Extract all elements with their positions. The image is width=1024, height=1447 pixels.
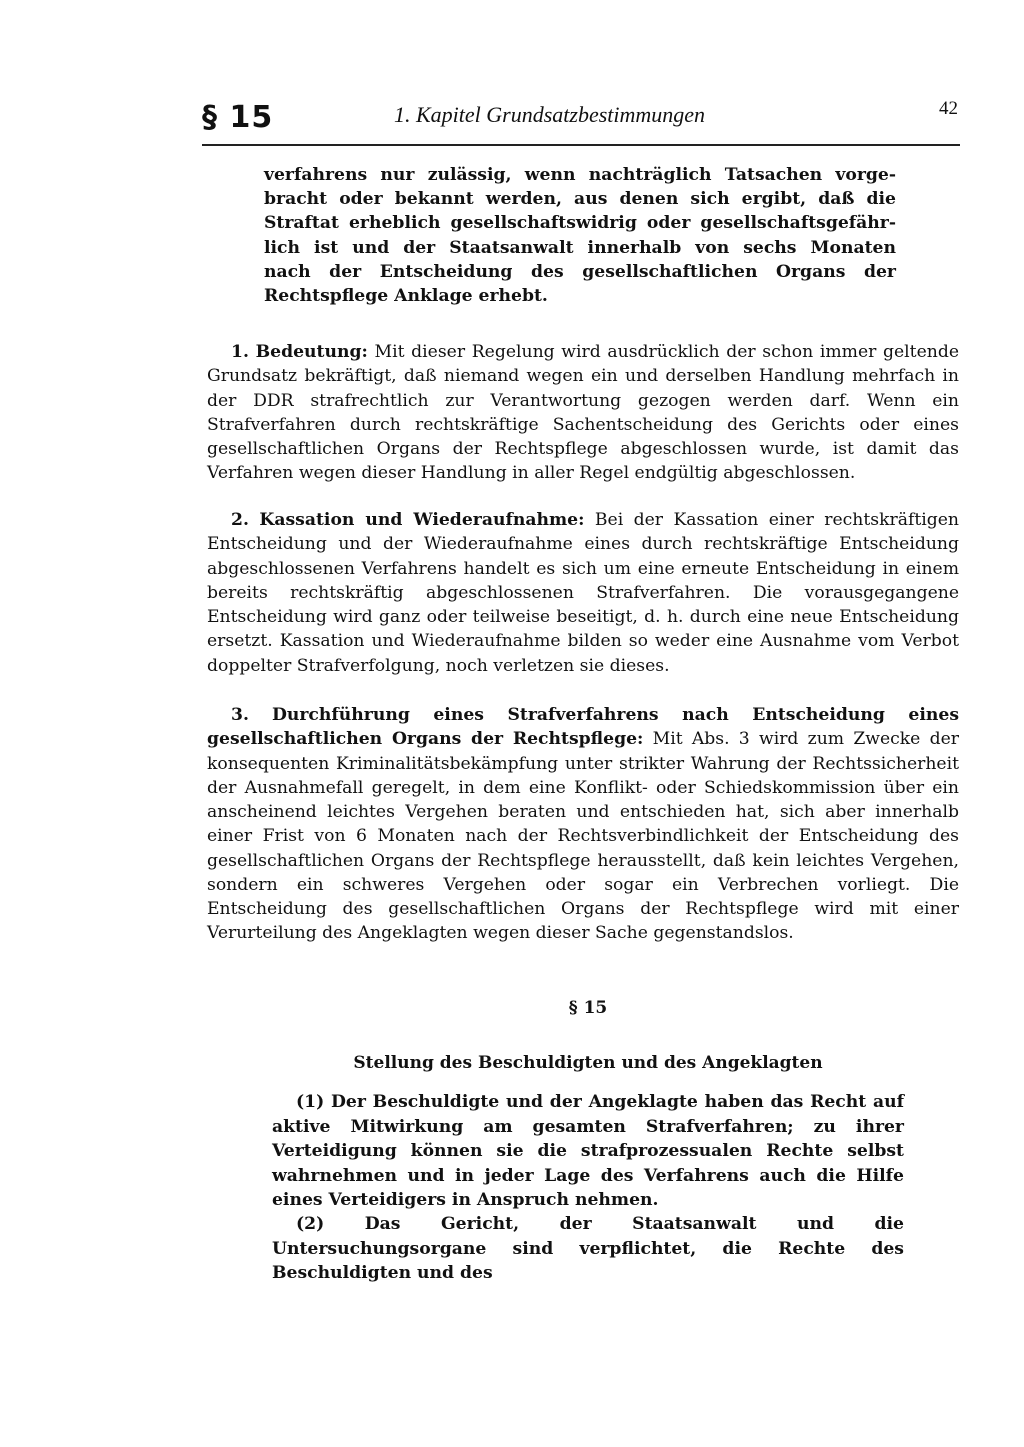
note-term: Kassation und Wiederaufnahme: — [259, 510, 585, 530]
note-number: 3. — [231, 705, 249, 725]
header-chapter-title: 1. Kapitel Grundsatzbestimmungen — [394, 102, 706, 127]
commentary-note — [207, 340, 959, 486]
section-heading: Stellung des Beschuldigten und des Angeklagten — [353, 1053, 823, 1073]
law-text-line: lich ist und der Staatsanwalt innerhalb von sechs Monaten — [264, 237, 896, 258]
law-text-line: Straftat erheblich gesellschaftswidrig oder gesellschaftsgefähr- — [264, 213, 896, 234]
header-section-number: § 15 — [202, 100, 274, 135]
note-number: 1. — [231, 342, 249, 362]
commentary-note — [207, 703, 959, 946]
law-text-line: Rechtspflege Anklage erhebt. — [264, 286, 548, 307]
note-term: Bedeutung: — [255, 342, 368, 362]
section-number: § 15 — [568, 998, 608, 1018]
note-text: Mit Abs. 3 wird zum Zwecke der konsequenten Kriminalitätsbekämpfung unter strikter Wahrung der Rechtssicherheit der Ausnahmefall geregelt, in dem eine Konflikt- oder Schiedskommission über ein anscheinend leichtes Vergehen beraten und entschieden hat, sich aber innerhalb einer Frist von 6 Monaten nach der Rechtsverbindlichkeit der Entscheidung des gesellschaftlichen Organs der Rechtspflege herausstellt, daß kein leichtes Vergehen, sondern ein schweres Vergehen oder sogar ein Verbrechen vorliegt. Die Entscheidung des gesellschaftlichen Organs der Rechtspflege wird mit einer Verurteilung des Angeklagten wegen dieser Sache gegenstandslos. — [207, 729, 959, 944]
note-number: 2. — [231, 510, 249, 530]
commentary-note — [207, 508, 959, 678]
note-term: Durchführung eines Strafverfahrens nach Entscheidung eines gesellschaftlichen Organs der Rechtspflege: — [207, 705, 959, 750]
note-text: Bei der Kassation einer rechtskräftigen Entscheidung und der Wiederaufnahme eines durch rechtskräftige Entscheidung abgeschlossenen Verfahrens handelt es sich um eine erneute Entscheidung in einem bereits rechtskräftig abgeschlossenen Strafverfahren. Die vorausgegangene Entscheidung wird ganz oder teilweise beseitigt, d. h. durch eine neue Entscheidung ersetzt. Kassation und Wiederaufnahme bilden so weder eine Ausnahme vom Verbot doppelter Strafverfolgung, noch verletzen sie dieses. — [207, 510, 959, 676]
page-number: 42 — [939, 98, 958, 119]
law-paragraph: (2) Das Gericht, der Staatsanwalt und die Untersuchungsorgane sind verpflichtet, die Rechte des Beschuldigten und des — [272, 1214, 904, 1283]
page-header — [202, 92, 960, 146]
note-text: Mit dieser Regelung wird ausdrücklich der schon immer geltende Grundsatz bekräftigt, daß niemand wegen ein und derselben Handlung mehrfach in der DDR strafrechtlich zur Verantwortung gezogen werden darf. Wenn ein Strafverfahren durch rechtskräftige Sachentscheidung des Gerichts oder eines gesellschaftlichen Organs der Rechtspflege abgeschlossen wurde, ist damit das Verfahren wegen dieser Handlung in aller Regel endgültig abgeschlossen. — [207, 342, 959, 484]
law-text-line: bracht oder bekannt werden, aus denen sich ergibt, daß die — [264, 189, 896, 210]
continued-law-text — [264, 163, 896, 308]
law-text-line: nach der Entscheidung des gesellschaftlichen Organs der — [264, 261, 896, 282]
law-paragraph: (1) Der Beschuldigte und der Angeklagte haben das Recht auf aktive Mitwirkung am gesamten Strafverfahren; zu ihrer Verteidigung können sie die strafprozessualen Rechte selbst wahrnehmen und in jeder Lage des Verfahrens auch die Hilfe eines Verteidigers in Anspruch nehmen. — [272, 1092, 904, 1210]
law-text-line: verfahrens nur zulässig, wenn nachträglich Tatsachen vorge- — [264, 165, 896, 185]
